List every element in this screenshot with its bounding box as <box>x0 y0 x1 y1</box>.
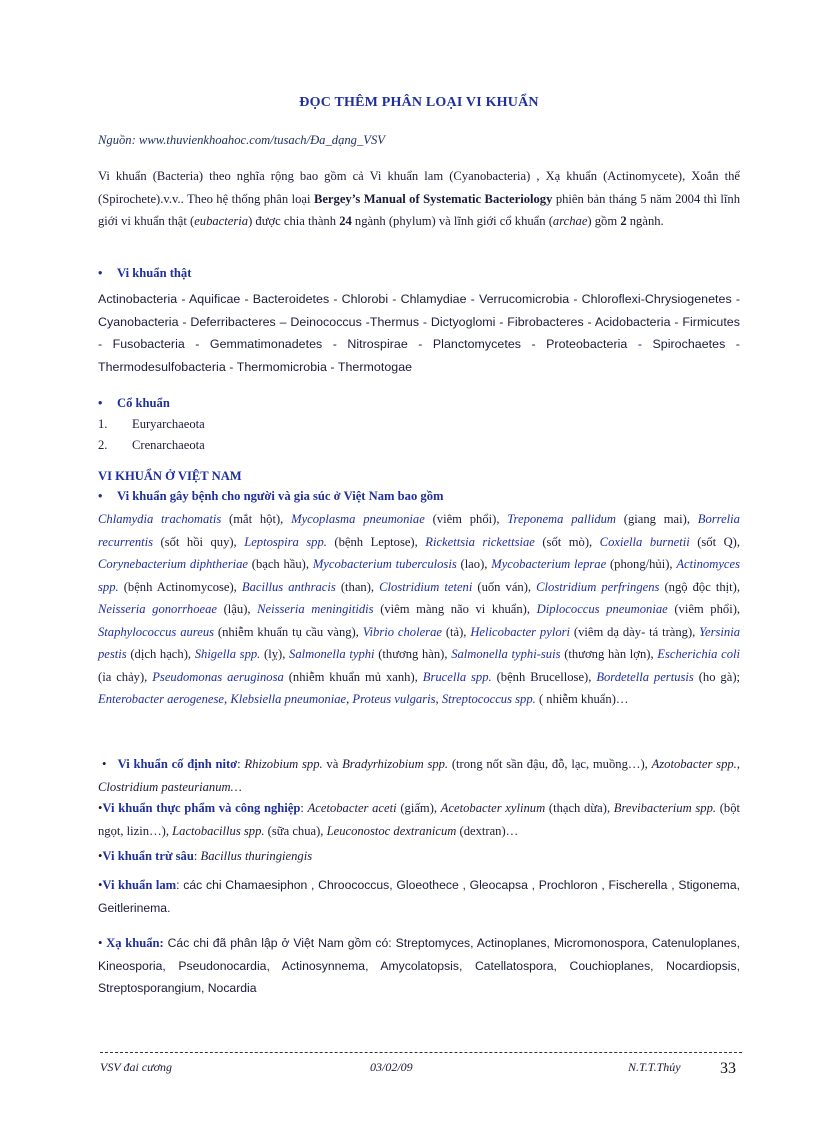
bullet-dot: • <box>98 489 103 503</box>
pathogen-disease: (lao), <box>456 557 492 571</box>
pathogen-disease: (viêm phổi), <box>667 602 741 616</box>
plain-text: (giấm), <box>396 801 441 815</box>
intro-text-4: ngành (phylum) và lĩnh giới cổ khuẩn ( <box>351 214 553 228</box>
pathogen-species: Shigella spp. <box>194 647 261 661</box>
species-name: Rhizobium spp. <box>244 757 323 771</box>
bullet-dot: • <box>98 396 103 410</box>
pathogen-disease: (lậu), <box>217 602 258 616</box>
pathogen-species: Salmonella typhi-suis <box>451 647 561 661</box>
pathogen-species: Clostridium perfringens <box>536 579 660 594</box>
phylum-count-2: 2 <box>620 214 627 228</box>
pathogen-species: Bacillus anthracis <box>241 579 336 594</box>
plain-text: (trong nốt sần đậu, đỗ, lạc, muồng…), <box>448 757 652 771</box>
pathogen-species: Vibrio cholerae <box>362 624 442 639</box>
species-name: Leuconostoc dextranicum <box>326 823 457 838</box>
pathogen-species: Clostridium teteni <box>379 579 473 594</box>
pathogen-species: Leptospira spp. <box>244 534 327 549</box>
plain-text: và <box>322 757 343 771</box>
pathogen-disease: (bệnh Actinomycose), <box>118 579 242 594</box>
plain-text: (thạch dừa), <box>545 801 614 815</box>
pathogen-species: Treponema pallidum <box>507 512 617 526</box>
plain-text: (sữa chua), <box>264 823 327 838</box>
pathogen-species: Coxiella burnetii <box>599 534 690 549</box>
bullet-dot: • <box>98 878 103 892</box>
pathogen-species: Neisseria gonorrhoeae <box>98 602 218 616</box>
bullet-dot: • <box>98 849 103 863</box>
pathogen-species: Corynebacterium diphtheriae <box>98 557 248 571</box>
insecticide-species: Bacillus thuringiengis <box>200 849 313 863</box>
pathogen-species: Proteus vulgaris <box>352 692 436 706</box>
pathogen-disease: (viêm phổi), <box>424 512 508 526</box>
eubacteria-term: eubacteria <box>194 214 249 228</box>
pathogen-species: Borrelia recurrentis <box>98 512 740 549</box>
archaea-item-2 <box>98 438 205 453</box>
item-name: Euryarchaeota <box>132 417 205 431</box>
pathogen-disease: (tả), <box>441 624 471 639</box>
pathogen-species: Mycobacterium tuberculosis <box>312 557 457 571</box>
vietnam-heading: VI KHUẨN Ở VIỆT NAM <box>98 469 242 483</box>
pathogen-disease: , <box>224 692 231 706</box>
heading-label: Vi khuẩn thật <box>117 266 192 280</box>
pathogen-species: Yersinia pestis <box>98 624 741 661</box>
actino-text: Các chi đã phân lập ở Việt Nam gồm có: Streptomyces, Actinoplanes, Micromonospora, Catenuloplanes, Kineosporia, Pseudonocardia, Actinosynnema, Amycolatopsis, Catellatospora, Couchioplanes, Nocardiopsis, Streptosporangium, Nocardia <box>98 936 740 995</box>
species-name: Clostridium pasteurianum… <box>98 779 242 794</box>
pathogen-disease: (ỉa chảy), <box>98 669 153 684</box>
pathogen-species: Helicobacter pylori <box>470 624 571 639</box>
archaea-heading <box>98 396 170 411</box>
nitrogen-label: Vi khuẩn cố định nitơ <box>117 757 238 771</box>
pathogen-list <box>98 508 740 711</box>
pathogen-disease: (dịch hạch), <box>126 647 195 661</box>
bullet-dot: • <box>98 266 103 280</box>
pathogen-disease: (giang mai), <box>616 512 698 526</box>
footer-date: 03/02/09 <box>370 1060 413 1074</box>
intro-text-1: Vi khuẩn (Bacteria) theo nghĩa rộng bao gồm cả Vi khuẩn lam (Cyanobacteria) , Xạ khuẩn (Actinomycete), Xoắn thể (Spirochete).v.v.. Theo hệ thống phân loại <box>98 169 740 206</box>
plain-text: : <box>237 757 245 771</box>
species-name: Brevibacterium spp. <box>613 801 717 815</box>
archaea-item-1 <box>98 417 205 432</box>
species-name: Acetobacter aceti <box>307 801 397 815</box>
pathogen-species: Escherichia coli <box>657 647 740 661</box>
pathogen-disease: (nhiễm khuẩn mủ xanh), <box>283 669 423 684</box>
species-name: Bradyrhizobium spp. <box>342 757 449 771</box>
pathogen-disease: (sốt hồi quy), <box>153 534 245 549</box>
intro-text-6: ngành. <box>626 214 664 228</box>
pathogen-disease: , <box>435 692 442 706</box>
pathogen-species: Bordetella pertusis <box>596 669 694 684</box>
pathogen-disease: (thương hàn), <box>374 647 452 661</box>
phylum-count-24: 24 <box>339 214 352 228</box>
cyano-paragraph <box>98 874 740 919</box>
cyano-text: : các chi Chamaesiphon , Chroococcus, Gloeothece , Gleocapsa , Prochloron , Fischerella , Stigonema, Geitlerinema. <box>98 878 740 915</box>
pathogen-species: Neisseria meningitidis <box>257 602 374 616</box>
pathogen-species: Mycoplasma pneumoniae <box>291 512 425 526</box>
plain-text: (dextran)… <box>456 823 519 838</box>
true-bacteria-heading <box>98 266 191 281</box>
food-label: Vi khuẩn thực phẩm và công nghiệp <box>102 801 301 815</box>
cyano-label: Vi khuẩn lam <box>102 878 177 892</box>
plain-text: : <box>300 801 308 815</box>
pathogen-species: Pseudomonas aeruginosa <box>152 669 284 684</box>
species-name: Azotobacter spp. <box>651 757 737 771</box>
insecticide-paragraph <box>98 845 740 868</box>
actino-label: Xạ khuẩn: <box>106 936 164 950</box>
intro-text-5: ) gồm <box>587 214 621 228</box>
pathogen-species: Salmonella typhi <box>289 647 375 661</box>
separator: : <box>193 849 201 863</box>
pathogen-disease: (mắt hột), <box>221 512 292 526</box>
pathogen-disease: (than), <box>335 579 380 594</box>
archae-term: archae <box>552 214 588 228</box>
plain-text: , <box>736 757 740 771</box>
item-number: 2. <box>98 438 108 452</box>
pathogen-species: Staphylococcus aureus <box>98 624 215 639</box>
intro-text-2: phiên bản tháng 5 năm 2004 thì lĩnh giới vi khuẩn thật ( <box>98 191 740 228</box>
page-number: 33 <box>720 1060 736 1077</box>
species-name: Lactobacillus spp. <box>172 823 265 838</box>
pathogen-disease: (viêm màng não vi khuẩn), <box>373 602 537 616</box>
footer-left: VSV đai cương <box>100 1060 173 1074</box>
true-bacteria-list: Actinobacteria - Aquificae - Bacteroidetes - Chlorobi - Chlamydiae - Verrucomicrobia - Chloroflexi-Chrysiogenetes - Cyanobacteria - Deferribacteres – Deinococcus -Thermus - Dictyoglomi - Fibrobacteres - Acidobacteria - Firmicutes - Fusobacteria - Gemmatimonadetes - Nitrospirae - Planctomycetes - Proteobacteria - Spirochaetes - Thermodesulfobacteria - Thermomicrobia - Thermotogae <box>98 292 740 374</box>
page-title: ĐỌC THÊM PHÂN LOẠI VI KHUẨN <box>299 95 539 110</box>
species-name: Acetobacter xylinum <box>440 801 546 815</box>
pathogen-disease: (bệnh Brucellose), <box>491 669 597 684</box>
item-number: 1. <box>98 417 108 431</box>
pathogen-species: Streptococcus spp. <box>441 692 536 706</box>
pathogen-species: Chlamydia trachomatis <box>98 512 222 526</box>
pathogen-species: Enterobacter aerogenese <box>98 692 225 706</box>
pathogen-disease: (viêm dạ dày- tá tràng), <box>570 624 700 639</box>
pathogen-species: Actinomyces spp. <box>98 557 740 594</box>
source-line: Nguồn: www.thuvienkhoahoc.com/tusach/Đa_dạng_VSV <box>98 133 385 147</box>
footer-author: N.T.T.Thủy <box>628 1060 681 1074</box>
pathogen-disease: (thương hàn lợn), <box>560 647 658 661</box>
pathogen-species: Rickettsia rickettsiae <box>425 534 535 549</box>
pathogen-heading <box>98 489 443 504</box>
nitrogen-paragraph <box>98 753 740 798</box>
bullet-dot: • <box>98 936 107 950</box>
pathogen-disease: (phong/hủi), <box>606 557 677 571</box>
actino-paragraph <box>98 932 740 1000</box>
item-name: Crenarchaeota <box>132 438 205 452</box>
pathogen-disease: (sốt mò), <box>534 534 600 549</box>
pathogen-species: Mycobacterium leprae <box>491 557 607 571</box>
bullet-dot: • <box>102 757 118 771</box>
plain-text: (bột ngọt, lizin…), <box>98 801 741 838</box>
heading-label: Cổ khuẩn <box>117 396 170 410</box>
footer-divider <box>100 1052 742 1053</box>
insecticide-label: Vi khuẩn trừ sâu <box>102 849 194 863</box>
pathogen-disease: , <box>346 692 353 706</box>
pathogen-disease: (ngộ độc thịt), <box>659 579 741 594</box>
pathogen-species: Diplococcus pneumoniae <box>536 602 668 616</box>
bergey-title: Bergey’s Manual of Systematic Bacteriology <box>313 191 553 206</box>
bullet-dot: • <box>98 801 103 815</box>
food-paragraph <box>98 797 740 842</box>
pathogen-species: Brucella spp. <box>422 669 492 684</box>
pathogen-disease: (bạch hầu), <box>247 557 313 571</box>
pathogen-disease: (uốn ván), <box>472 579 537 594</box>
intro-paragraph <box>98 165 740 233</box>
pathogen-disease: (lỵ), <box>260 647 290 661</box>
pathogen-disease: (sốt Q), <box>689 534 741 549</box>
pathogen-species: Klebsiella pneumoniae <box>230 692 347 706</box>
intro-text-3: ) được chia thành <box>248 214 340 228</box>
pathogen-disease: (bệnh Leptose), <box>326 534 426 549</box>
pathogen-disease: ( nhiễm khuẩn)… <box>535 692 629 706</box>
pathogen-disease: (nhiễm khuẩn tụ cầu vàng), <box>214 624 363 639</box>
pathogen-disease: (ho gà); <box>693 669 741 684</box>
heading-label: Vi khuẩn gây bệnh cho người và gia súc ở Việt Nam bao gồm <box>117 489 444 503</box>
